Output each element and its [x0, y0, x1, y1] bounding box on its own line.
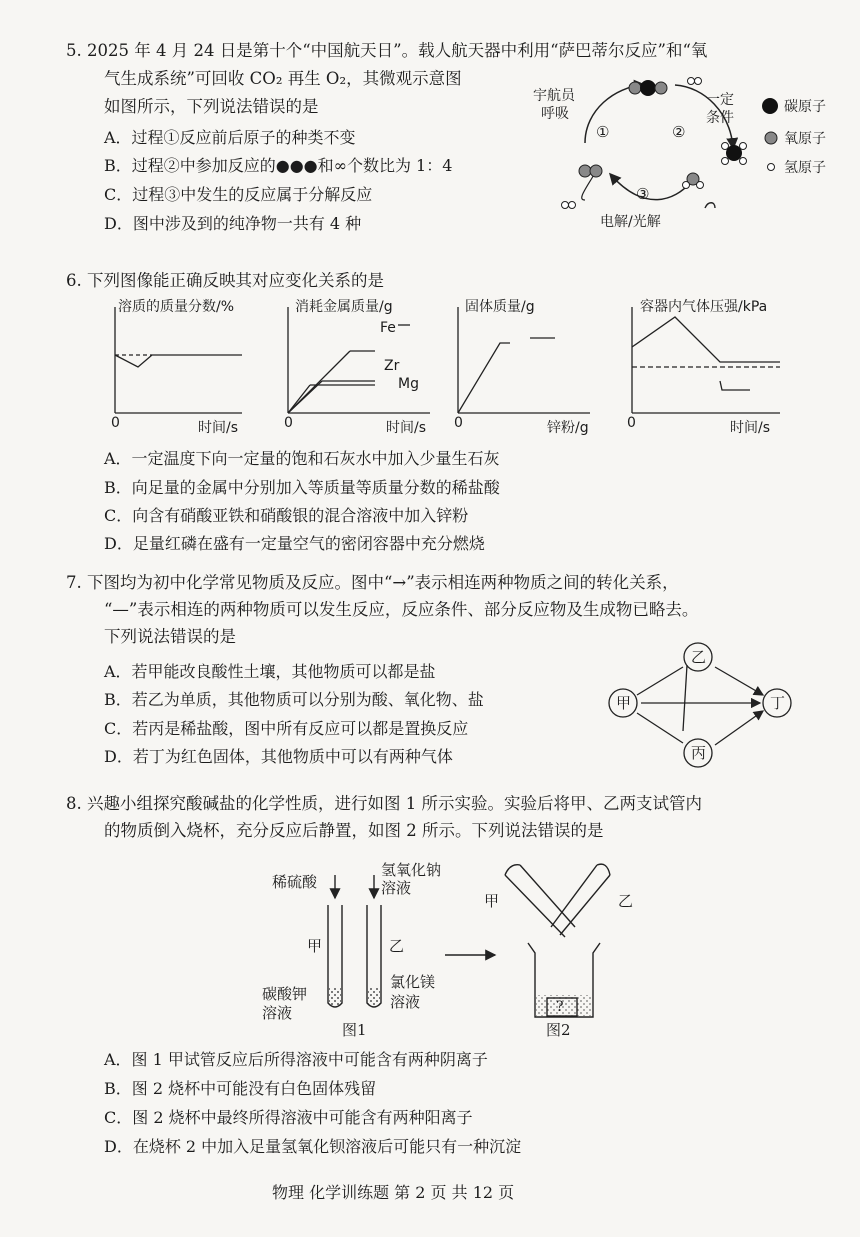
q5-option-c: C．过程③中发生的反应属于分解反应: [104, 185, 373, 204]
q8-option-b: B．图 2 烧杯中可能没有白色固体残留: [104, 1079, 377, 1098]
q8-option-c: C．图 2 烧杯中最终所得溶液中可能含有两种阳离子: [104, 1108, 473, 1127]
liquid-jia: [329, 987, 341, 1005]
q5-label-step1: ①: [596, 123, 610, 141]
q6-graph-c-origin: 0: [454, 415, 463, 431]
fig1-label-k2co3-2: 溶液: [262, 1004, 293, 1022]
q6-graph-b-axes: [288, 307, 430, 413]
q6-graph-d-axes: [632, 307, 780, 413]
q6-graph-d-ylabel: 容器内气体压强/kPa: [640, 299, 768, 315]
q6-graph-b-origin: 0: [284, 415, 293, 431]
q7-stem-line2: “—”表示相连的两种物质可以发生反应，反应条件、部分反应物及生成物已略去。: [104, 600, 699, 619]
q6-option-c: C．向含有硝酸亚铁和硝酸银的混合溶液中加入锌粉: [104, 506, 469, 525]
legend-carbon-label: 碳原子: [784, 99, 826, 115]
fig1-caption: 图1: [342, 1021, 367, 1039]
edge-yi-ding: [715, 667, 763, 695]
q6-graph-d-curve: [632, 317, 780, 390]
fig1-label-mgcl2-2: 溶液: [390, 993, 421, 1011]
q7-node-yi: 乙: [691, 648, 707, 666]
fig1-label-acid: 稀硫酸: [272, 873, 318, 891]
q6-graph-a-curve: [115, 355, 242, 367]
q6-graph-a-origin: 0: [111, 415, 120, 431]
q7-option-b: B．若乙为单质，其他物质可以分别为酸、氧化物、盐: [104, 690, 484, 709]
q7-stem-line1: 7. 下图均为初中化学常见物质及反应。图中“→”表示相连两种物质之间的转化关系，: [66, 573, 679, 592]
q8-stem-line2: 的物质倒入烧杯，充分反应后静置，如图 2 所示。下列说法错误的是: [104, 821, 604, 840]
q5-label-astronaut: 宇航员: [533, 88, 575, 104]
q6-graph-c-xlabel: 锌粉/g: [547, 420, 589, 436]
q7-node-bing: 丙: [691, 744, 707, 762]
q6-graph-c-axes: [458, 307, 590, 413]
q6-graph-b-label-fe: Fe: [380, 320, 396, 336]
fig1-label-naoh-1: 氢氧化钠: [381, 861, 442, 879]
q5-label-electro: 电解/光解: [600, 214, 661, 230]
q6-graph-b-series-mg: [288, 385, 375, 413]
tilted-tube-yi: [551, 864, 610, 935]
edge-bing-ding: [715, 711, 763, 745]
fig1-label-k2co3-1: 碳酸钾: [262, 985, 308, 1003]
q6-graph-a-axes: [115, 307, 242, 413]
fig2-caption: 图2: [546, 1021, 571, 1039]
fig1-label-jia: 甲: [307, 937, 323, 955]
q7-stem-line3: 下列说法错误的是: [104, 627, 236, 646]
q6-graph-d-xlabel: 时间/s: [730, 420, 771, 436]
q5-stem-line2: 气生成系统”可回收 CO₂ 再生 O₂，其微观示意图: [104, 69, 462, 88]
arrow-step3: [611, 175, 690, 203]
q6-stem: 6. 下列图像能正确反映其对应变化关系的是: [66, 271, 384, 290]
q5-cycle-diagram: [525, 65, 860, 240]
q7-option-c: C．若丙是稀盐酸，图中所有反应可以都是置换反应: [104, 719, 469, 738]
co2-molecule: [629, 80, 667, 96]
q6-graph-c-ylabel: 固体质量/g: [465, 299, 535, 315]
q5-label-cond1: 一定: [706, 92, 734, 108]
q5-label-step3: ③: [636, 185, 650, 203]
legend-oxygen-icon: [765, 132, 777, 144]
q7-option-d: D．若丁为红色固体，其他物质中可以有两种气体: [104, 747, 453, 766]
q6-graph-a-xlabel: 时间/s: [198, 420, 239, 436]
fig1-label-mgcl2-1: 氯化镁: [390, 973, 436, 991]
q5-stem-line3: 如图所示，下列说法错误的是: [104, 97, 319, 116]
q6-graph-b-label-zr: Zr: [384, 358, 400, 374]
q5-label-cond2: 条件: [706, 110, 734, 126]
q5-label-step2: ②: [672, 123, 686, 141]
q6-graph-c-curve: [458, 338, 555, 413]
h2-molecule-top: [688, 78, 702, 85]
hook-mark: [705, 203, 715, 208]
q5-option-d: D．图中涉及到的纯净物一共有 4 种: [104, 214, 362, 233]
q6-graph-b-label-mg: Mg: [398, 376, 419, 392]
q6-option-d: D．足量红磷在盛有一定量空气的密闭容器中充分燃烧: [104, 534, 485, 553]
ch4-molecule: [722, 143, 747, 165]
q7-node-jia: 甲: [616, 694, 632, 712]
q5-option-b: B．过程②中参加反应的●●●和∞个数比为 1：4: [104, 156, 453, 175]
h2-molecule-bottom: [562, 202, 576, 209]
q6-graph-b-series-fe: [288, 351, 375, 413]
edge-jia-yi: [637, 667, 683, 695]
edge-bing-yi: [683, 665, 687, 731]
q6-option-b: B．向足量的金属中分别加入等质量等质量分数的稀盐酸: [104, 478, 500, 497]
legend-hydrogen-icon: [768, 164, 775, 171]
edge-jia-bing: [637, 713, 683, 743]
q8-option-a: A．图 1 甲试管反应后所得溶液中可能含有两种阴离子: [104, 1050, 488, 1069]
fig1-label-naoh-2: 溶液: [381, 879, 412, 897]
o2-molecule: [579, 165, 602, 177]
q6-graphs: [100, 295, 800, 440]
fig1-label-yi: 乙: [389, 937, 405, 955]
q6-option-a: A．一定温度下向一定量的饱和石灰水中加入少量生石灰: [104, 449, 500, 468]
q7-node-ding: 丁: [770, 694, 786, 712]
legend-carbon-icon: [762, 98, 778, 114]
page-footer: 物理 化学训练题 第 2 页 共 12 页: [272, 1183, 515, 1202]
q5-stem-line1: 5. 2025 年 4 月 24 日是第十个“中国航天日”。载人航天器中利用“萨巴蒂尔反应”和“氧: [66, 41, 708, 60]
liquid-yi: [368, 987, 380, 1005]
q6-graph-b-xlabel: 时间/s: [386, 420, 427, 436]
liquid-beaker: [536, 995, 592, 1016]
fig2-label-jia: 甲: [484, 892, 500, 910]
q6-graph-b-ylabel: 消耗金属质量/g: [295, 299, 393, 315]
tilted-tube-jia: [505, 865, 575, 937]
q5-option-a: A．过程①反应前后原子的种类不变: [104, 128, 356, 147]
fig2-unknown-mark: ?: [556, 999, 564, 1015]
h2o-molecule: [683, 173, 704, 189]
q8-option-d: D．在烧杯 2 中加入足量氢氧化钡溶液后可能只有一种沉淀: [104, 1137, 522, 1156]
q7-option-a: A．若甲能改良酸性土壤，其他物质可以都是盐: [104, 662, 436, 681]
q5-label-breath: 呼吸: [541, 106, 569, 122]
legend: [762, 98, 778, 171]
q6-graph-a-ylabel: 溶质的质量分数/%: [118, 299, 235, 315]
legend-hydrogen-label: 氢原子: [784, 160, 826, 176]
q8-stem-line1: 8. 兴趣小组探究酸碱盐的化学性质，进行如图 1 所示实验。实验后将甲、乙两支试管内: [66, 794, 702, 813]
q6-graph-d-origin: 0: [627, 415, 636, 431]
fig2-label-yi: 乙: [618, 892, 634, 910]
legend-oxygen-label: 氧原子: [784, 131, 826, 147]
